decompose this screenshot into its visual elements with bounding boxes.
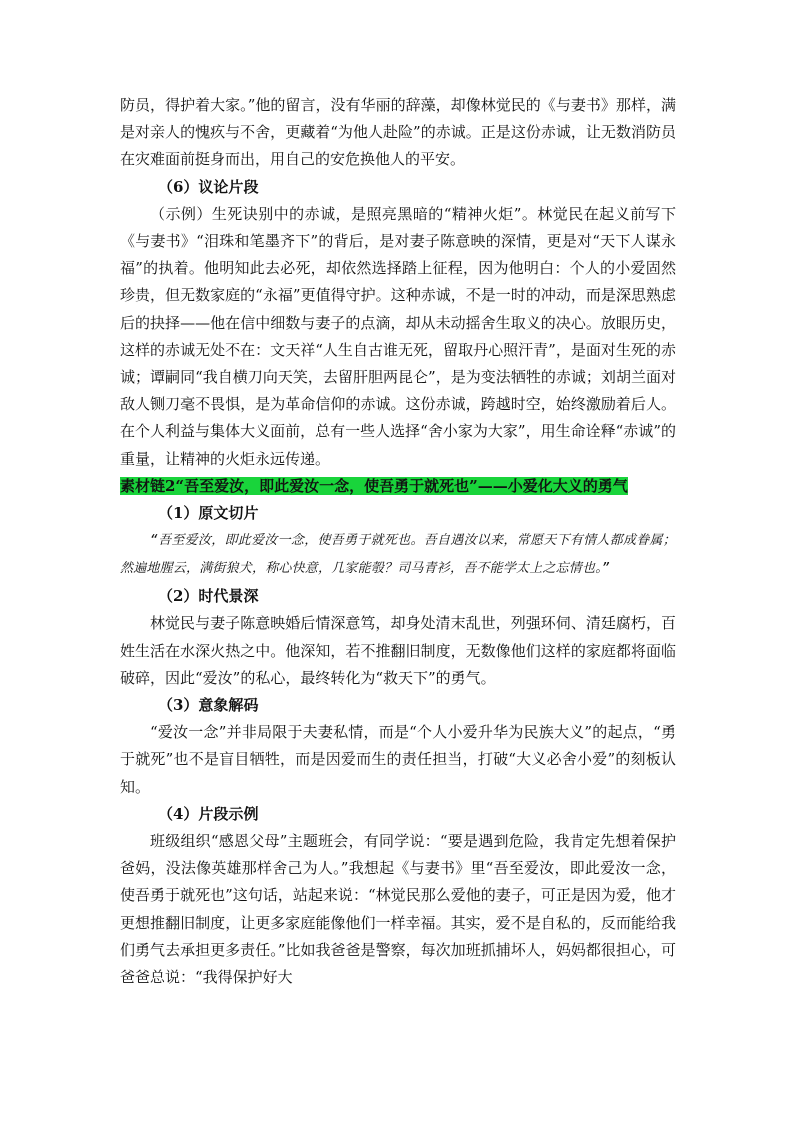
section-heading-3: （3）意象解码 xyxy=(158,696,259,715)
argument-paragraph: （示例）生死诀别中的赤诚，是照亮黑暗的“精神火炬”。林觉民在起义前写下《与妻书》“泪珠和笔墨齐下”的背后，是对妻子陈意映的深情，更是对“天下人谋永福”的执着。他明知此去必死，却依然选择踏上征程，因为他明白：个人的小爱固然珍贵，但无数家庭的“永福”更值得守护。这种赤诚，不是一时的冲动，而是深思熟虑后的抉择——他在信中细数与妻子的点滴，却从未动摇舍生取义的决心。放眼历史，这样的赤诚无处不在：文天祥“人生自古谁无死，留取丹心照汗青”，是面对生死的赤诚；谭嗣同“我自横刀向天笑，去留肝胆两昆仑”，是为变法牺牲的赤诚；刘胡兰面对敌人铡刀毫不畏惧，是为革命信仰的赤诚。这份赤诚，跨越时空，始终激励着后人。在个人利益与集体大义面前，总有一些人选择“舍小家为大家”，用生命诠释“赤诚”的重量，让精神的火炬永远传递。 xyxy=(120,204,676,468)
section-heading-4: （4）片段示例 xyxy=(158,804,259,823)
imagery-paragraph: “爱汝一念”并非局限于夫妻私情，而是“个人小爱升华为民族大义”的起点，“勇于就死”也不是盲目牺牲，而是因爱而生的责任担当，打破“大义必舍小爱”的刻板认知。 xyxy=(120,723,676,796)
context-paragraph: 林觉民与妻子陈意映婚后情深意笃，却身处清末乱世，列强环伺、清廷腐朽，百姓生活在水深火热之中。他深知，若不推翻旧制度，无数像他们这样的家庭都将面临破碎，因此“爱汝”的私心，最终转化为“救天下”的勇气。 xyxy=(120,614,676,687)
original-quote: “吾至爱汝，即此爱汝一念，使吾勇于就死也。吾自遇汝以来，常愿天下有情人都成眷属；然遍地腥云，满街狼犬，称心快意，几家能彀？司马青衫，吾不能学太上之忘情也。” xyxy=(120,533,676,577)
example-paragraph: 班级组织“感恩父母”主题班会，有同学说：“要是遇到危险，我肯定先想着保护爸妈，没法像英雄那样舍己为人。”我想起《与妻书》里“吾至爱汝，即此爱汝一念，使吾勇于就死也”这句话，站起来说：“林觉民那么爱他的妻子，可正是因为爱，他才更想推翻旧制度，让更多家庭能像他们一样幸福。其实，爱不是自私的，反而能给我们勇气去承担更多责任。”比如我爸爸是警察，每次加班抓捕坏人，妈妈都很担心，可爸爸总说：“我得保护好大 xyxy=(120,832,676,987)
continued-paragraph: 防员，得护着大家。”他的留言，没有华丽的辞藻，却像林觉民的《与妻书》那样，满是对亲人的愧疚与不舍，更藏着“为他人赴险”的赤诚。正是这份赤诚，让无数消防员在灾难面前挺身而出，用自己的安危换他人的平安。 xyxy=(120,96,676,169)
section-heading-2: （2）时代景深 xyxy=(158,587,259,606)
section-heading-1: （1）原文切片 xyxy=(158,504,259,523)
material-heading-text: 素材链2“吾至爱汝，即此爱汝一念，使吾勇于就死也”——小爱化大义的勇气 xyxy=(120,476,628,495)
document-body xyxy=(120,92,676,991)
material-heading xyxy=(120,473,676,500)
section-heading-6: （6）议论片段 xyxy=(158,177,259,196)
